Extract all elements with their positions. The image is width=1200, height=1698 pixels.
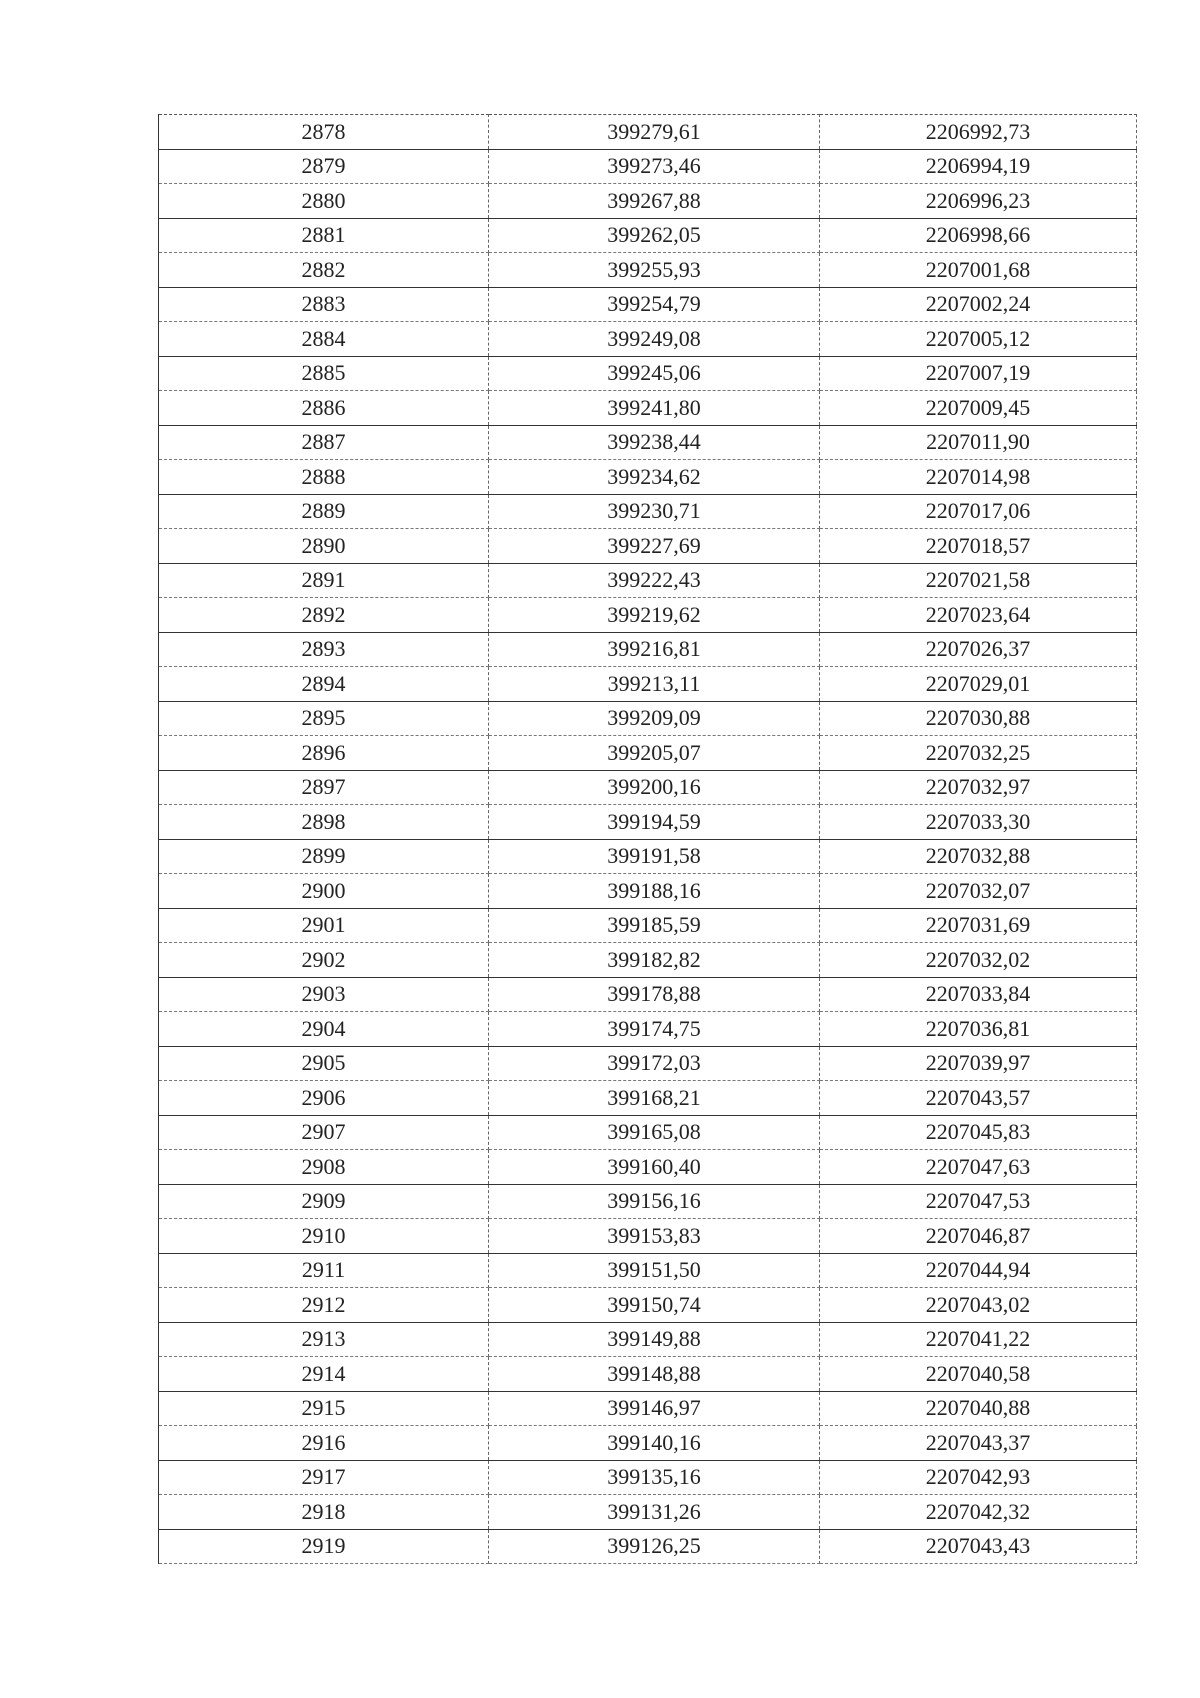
y-coordinate-cell: 2207009,45 (820, 391, 1137, 426)
point-number-cell: 2895 (159, 701, 489, 736)
point-number-cell: 2900 (159, 874, 489, 909)
table-row (159, 736, 1137, 771)
x-coordinate-cell: 399168,21 (489, 1081, 820, 1116)
point-number-cell: 2906 (159, 1081, 489, 1116)
point-number-cell: 2903 (159, 977, 489, 1012)
point-number-cell: 2905 (159, 1046, 489, 1081)
y-coordinate-cell: 2207032,97 (820, 770, 1137, 805)
y-coordinate-cell: 2207033,84 (820, 977, 1137, 1012)
table-row (159, 218, 1137, 253)
x-coordinate-cell: 399216,81 (489, 632, 820, 667)
point-number-cell: 2881 (159, 218, 489, 253)
table-row (159, 253, 1137, 288)
x-coordinate-cell: 399222,43 (489, 563, 820, 598)
table-row (159, 1081, 1137, 1116)
x-coordinate-cell: 399255,93 (489, 253, 820, 288)
table-row (159, 598, 1137, 633)
table-row (159, 1115, 1137, 1150)
y-coordinate-cell: 2206992,73 (820, 115, 1137, 150)
y-coordinate-cell: 2207036,81 (820, 1012, 1137, 1047)
y-coordinate-cell: 2207032,02 (820, 943, 1137, 978)
point-number-cell: 2883 (159, 287, 489, 322)
table-row (159, 425, 1137, 460)
point-number-cell: 2894 (159, 667, 489, 702)
point-number-cell: 2913 (159, 1322, 489, 1357)
x-coordinate-cell: 399194,59 (489, 805, 820, 840)
table-row (159, 1012, 1137, 1047)
point-number-cell: 2890 (159, 529, 489, 564)
point-number-cell: 2916 (159, 1426, 489, 1461)
y-coordinate-cell: 2207029,01 (820, 667, 1137, 702)
table-row (159, 874, 1137, 909)
point-number-cell: 2889 (159, 494, 489, 529)
x-coordinate-cell: 399262,05 (489, 218, 820, 253)
x-coordinate-cell: 399230,71 (489, 494, 820, 529)
y-coordinate-cell: 2207001,68 (820, 253, 1137, 288)
y-coordinate-cell: 2207018,57 (820, 529, 1137, 564)
y-coordinate-cell: 2207005,12 (820, 322, 1137, 357)
point-number-cell: 2878 (159, 115, 489, 150)
y-coordinate-cell: 2207043,37 (820, 1426, 1137, 1461)
x-coordinate-cell: 399245,06 (489, 356, 820, 391)
y-coordinate-cell: 2207047,53 (820, 1184, 1137, 1219)
point-number-cell: 2910 (159, 1219, 489, 1254)
point-number-cell: 2887 (159, 425, 489, 460)
y-coordinate-cell: 2207043,02 (820, 1288, 1137, 1323)
x-coordinate-cell: 399182,82 (489, 943, 820, 978)
point-number-cell: 2907 (159, 1115, 489, 1150)
table-row (159, 667, 1137, 702)
x-coordinate-cell: 399151,50 (489, 1253, 820, 1288)
point-number-cell: 2880 (159, 184, 489, 219)
point-number-cell: 2897 (159, 770, 489, 805)
x-coordinate-cell: 399156,16 (489, 1184, 820, 1219)
point-number-cell: 2892 (159, 598, 489, 633)
point-number-cell: 2917 (159, 1460, 489, 1495)
y-coordinate-cell: 2207002,24 (820, 287, 1137, 322)
y-coordinate-cell: 2206998,66 (820, 218, 1137, 253)
point-number-cell: 2898 (159, 805, 489, 840)
y-coordinate-cell: 2207039,97 (820, 1046, 1137, 1081)
x-coordinate-cell: 399149,88 (489, 1322, 820, 1357)
y-coordinate-cell: 2207040,58 (820, 1357, 1137, 1392)
table-row (159, 1426, 1137, 1461)
point-number-cell: 2885 (159, 356, 489, 391)
y-coordinate-cell: 2207043,57 (820, 1081, 1137, 1116)
y-coordinate-cell: 2207032,07 (820, 874, 1137, 909)
point-number-cell: 2904 (159, 1012, 489, 1047)
x-coordinate-cell: 399227,69 (489, 529, 820, 564)
point-number-cell: 2912 (159, 1288, 489, 1323)
x-coordinate-cell: 399172,03 (489, 1046, 820, 1081)
x-coordinate-cell: 399249,08 (489, 322, 820, 357)
table-row (159, 1219, 1137, 1254)
table-row (159, 1253, 1137, 1288)
x-coordinate-cell: 399279,61 (489, 115, 820, 150)
x-coordinate-cell: 399178,88 (489, 977, 820, 1012)
point-number-cell: 2899 (159, 839, 489, 874)
x-coordinate-cell: 399160,40 (489, 1150, 820, 1185)
x-coordinate-cell: 399135,16 (489, 1460, 820, 1495)
x-coordinate-cell: 399140,16 (489, 1426, 820, 1461)
x-coordinate-cell: 399234,62 (489, 460, 820, 495)
y-coordinate-cell: 2207040,88 (820, 1391, 1137, 1426)
point-number-cell: 2893 (159, 632, 489, 667)
table-row (159, 356, 1137, 391)
x-coordinate-cell: 399148,88 (489, 1357, 820, 1392)
table-row (159, 1150, 1137, 1185)
x-coordinate-cell: 399241,80 (489, 391, 820, 426)
x-coordinate-cell: 399209,09 (489, 701, 820, 736)
y-coordinate-cell: 2207026,37 (820, 632, 1137, 667)
y-coordinate-cell: 2206996,23 (820, 184, 1137, 219)
x-coordinate-cell: 399165,08 (489, 1115, 820, 1150)
point-number-cell: 2901 (159, 908, 489, 943)
point-number-cell: 2879 (159, 149, 489, 184)
x-coordinate-cell: 399188,16 (489, 874, 820, 909)
table-row (159, 1357, 1137, 1392)
y-coordinate-cell: 2207023,64 (820, 598, 1137, 633)
y-coordinate-cell: 2207021,58 (820, 563, 1137, 598)
table-row (159, 1495, 1137, 1530)
x-coordinate-cell: 399185,59 (489, 908, 820, 943)
point-number-cell: 2896 (159, 736, 489, 771)
table-row (159, 287, 1137, 322)
y-coordinate-cell: 2207046,87 (820, 1219, 1137, 1254)
point-number-cell: 2886 (159, 391, 489, 426)
x-coordinate-cell: 399267,88 (489, 184, 820, 219)
y-coordinate-cell: 2207044,94 (820, 1253, 1137, 1288)
y-coordinate-cell: 2207011,90 (820, 425, 1137, 460)
y-coordinate-cell: 2207042,93 (820, 1460, 1137, 1495)
y-coordinate-cell: 2207017,06 (820, 494, 1137, 529)
x-coordinate-cell: 399238,44 (489, 425, 820, 460)
table-row (159, 977, 1137, 1012)
table-row (159, 1391, 1137, 1426)
x-coordinate-cell: 399219,62 (489, 598, 820, 633)
point-number-cell: 2902 (159, 943, 489, 978)
table-row (159, 770, 1137, 805)
coordinates-table (158, 114, 1137, 1564)
table-row (159, 563, 1137, 598)
point-number-cell: 2891 (159, 563, 489, 598)
table-row (159, 149, 1137, 184)
table-row (159, 1184, 1137, 1219)
y-coordinate-cell: 2207045,83 (820, 1115, 1137, 1150)
table-row (159, 632, 1137, 667)
x-coordinate-cell: 399126,25 (489, 1529, 820, 1564)
x-coordinate-cell: 399146,97 (489, 1391, 820, 1426)
table-row (159, 701, 1137, 736)
x-coordinate-cell: 399254,79 (489, 287, 820, 322)
point-number-cell: 2909 (159, 1184, 489, 1219)
table-row (159, 839, 1137, 874)
x-coordinate-cell: 399191,58 (489, 839, 820, 874)
table-row (159, 1529, 1137, 1564)
point-number-cell: 2911 (159, 1253, 489, 1288)
point-number-cell: 2919 (159, 1529, 489, 1564)
table-row (159, 391, 1137, 426)
y-coordinate-cell: 2207041,22 (820, 1322, 1137, 1357)
table-row (159, 494, 1137, 529)
y-coordinate-cell: 2207043,43 (820, 1529, 1137, 1564)
point-number-cell: 2915 (159, 1391, 489, 1426)
y-coordinate-cell: 2206994,19 (820, 149, 1137, 184)
point-number-cell: 2908 (159, 1150, 489, 1185)
x-coordinate-cell: 399174,75 (489, 1012, 820, 1047)
table-row (159, 805, 1137, 840)
y-coordinate-cell: 2207042,32 (820, 1495, 1137, 1530)
y-coordinate-cell: 2207033,30 (820, 805, 1137, 840)
x-coordinate-cell: 399273,46 (489, 149, 820, 184)
table-row (159, 1460, 1137, 1495)
table-row (159, 184, 1137, 219)
x-coordinate-cell: 399213,11 (489, 667, 820, 702)
coordinates-table-body (159, 115, 1137, 1564)
point-number-cell: 2884 (159, 322, 489, 357)
table-row (159, 1288, 1137, 1323)
point-number-cell: 2882 (159, 253, 489, 288)
table-row (159, 943, 1137, 978)
table-row (159, 322, 1137, 357)
point-number-cell: 2914 (159, 1357, 489, 1392)
table-row (159, 908, 1137, 943)
table-row (159, 529, 1137, 564)
y-coordinate-cell: 2207007,19 (820, 356, 1137, 391)
table-row (159, 1322, 1137, 1357)
x-coordinate-cell: 399205,07 (489, 736, 820, 771)
y-coordinate-cell: 2207032,88 (820, 839, 1137, 874)
point-number-cell: 2888 (159, 460, 489, 495)
x-coordinate-cell: 399131,26 (489, 1495, 820, 1530)
table-row (159, 1046, 1137, 1081)
table-row (159, 115, 1137, 150)
y-coordinate-cell: 2207031,69 (820, 908, 1137, 943)
y-coordinate-cell: 2207047,63 (820, 1150, 1137, 1185)
x-coordinate-cell: 399153,83 (489, 1219, 820, 1254)
point-number-cell: 2918 (159, 1495, 489, 1530)
y-coordinate-cell: 2207030,88 (820, 701, 1137, 736)
x-coordinate-cell: 399150,74 (489, 1288, 820, 1323)
y-coordinate-cell: 2207014,98 (820, 460, 1137, 495)
x-coordinate-cell: 399200,16 (489, 770, 820, 805)
y-coordinate-cell: 2207032,25 (820, 736, 1137, 771)
table-row (159, 460, 1137, 495)
